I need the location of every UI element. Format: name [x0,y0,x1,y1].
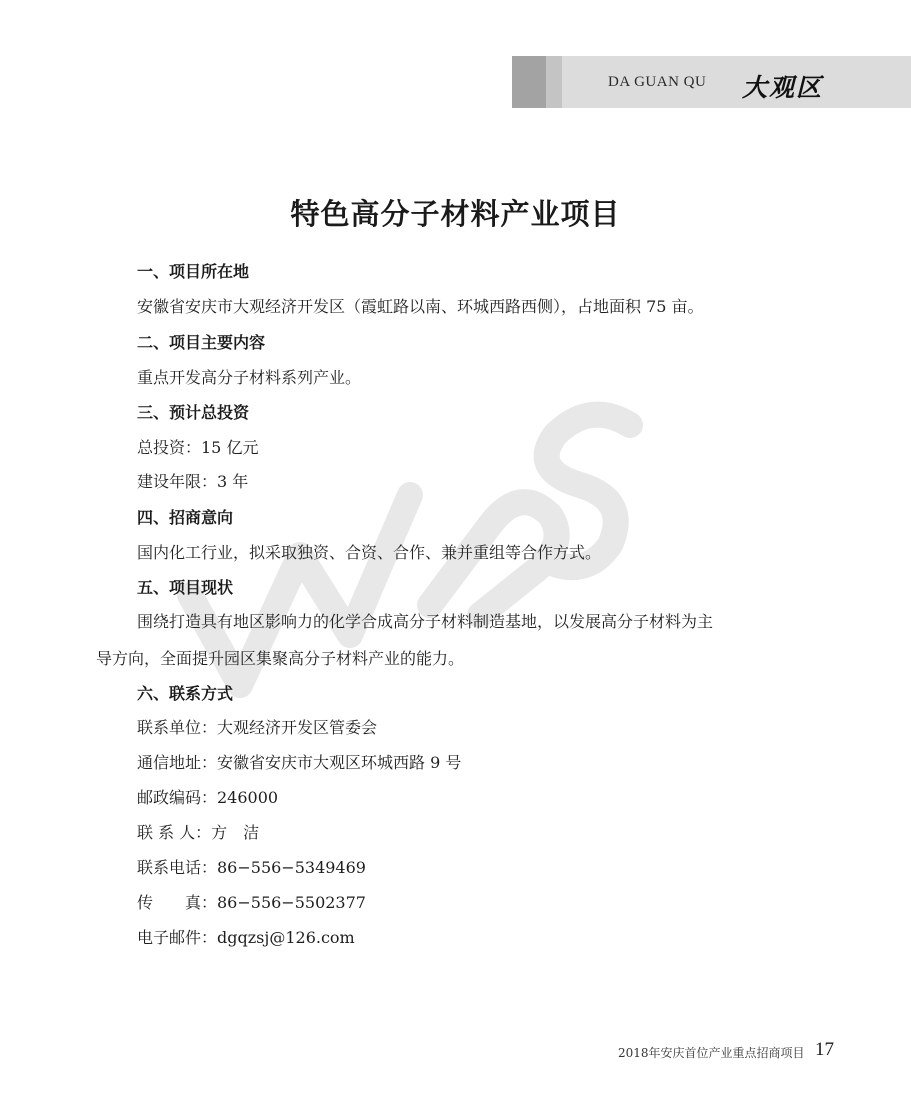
header-mid-stripe [546,56,562,108]
contact-postcode: 邮政编码：246000 [137,788,279,807]
section-heading-contact: 六、联系方式 [137,684,234,703]
contact-address: 通信地址：安徽省安庆市大观区环城西路 9 号 [137,753,462,772]
contact-email[interactable]: 电子邮件：dgqzsj@126.com [137,928,355,947]
contact-unit: 联系单位：大观经济开发区管委会 [137,718,378,737]
status-text-line1: 围绕打造具有地区影响力的化学合成高分子材料制造基地，以发展高分子材料为主 [137,612,714,631]
period-text: 建设年限：3 年 [137,472,249,491]
contact-fax: 传 真：86−556−5502377 [137,893,366,912]
contact-phone: 联系电话：86−556−5349469 [137,858,366,877]
section-heading-location: 一、项目所在地 [137,262,250,281]
section-heading-investment: 三、预计总投资 [137,403,250,422]
page-number: 17 [815,1039,834,1060]
header-band [512,56,911,108]
header-chinese-title: 大观区 [742,73,824,102]
investment-text: 总投资：15 亿元 [137,438,259,457]
section-heading-status: 五、项目现状 [137,578,234,597]
intent-text: 国内化工行业，拟采取独资、合资、合作、兼并重组等合作方式。 [137,543,602,562]
location-text: 安徽省安庆市大观经济开发区（霞虹路以南、环城西路西侧），占地面积 75 亩。 [137,297,704,316]
footer-text: 2018年安庆首位产业重点招商项目 [618,1046,805,1060]
content-text: 重点开发高分子材料系列产业。 [137,368,362,387]
header-dark-stripe [512,56,546,108]
page-title: 特色高分子材料产业项目 [290,197,621,231]
header-english-title: DA GUAN QU [608,74,707,90]
contact-person: 联 系 人：方 洁 [137,823,260,842]
section-heading-content: 二、项目主要内容 [137,333,266,352]
status-text-line2: 导方向，全面提升园区集聚高分子材料产业的能力。 [96,649,465,668]
section-heading-intent: 四、招商意向 [137,508,234,527]
